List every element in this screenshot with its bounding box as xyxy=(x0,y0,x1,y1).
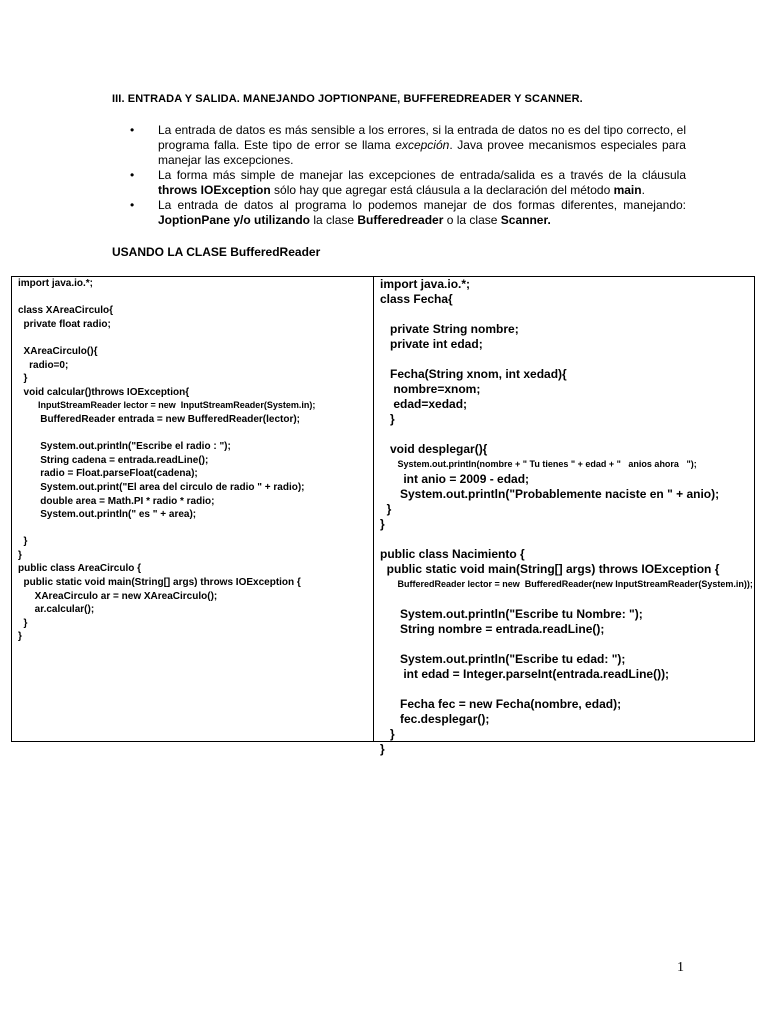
bullet-item xyxy=(130,123,686,168)
code-line: public static void main(String[] args) throws IOException { xyxy=(18,577,301,589)
bullet-text: . Java provee mecanismos especiales para manejar las excepciones. xyxy=(158,138,686,167)
code-line: } xyxy=(380,742,385,756)
code-line: import java.io.*; xyxy=(380,277,471,291)
code-line: System.out.println("Escribe tu Nombre: "); xyxy=(380,607,643,621)
code-line: } xyxy=(380,727,395,741)
code-line: class Fecha{ xyxy=(380,292,453,306)
code-line: BufferedReader entrada = new BufferedReader(lector); xyxy=(18,413,301,425)
code-line: public class AreaCirculo { xyxy=(18,563,142,575)
code-line: String cadena = entrada.readLine(); xyxy=(18,454,209,466)
bullet-strong: throws IOException xyxy=(158,183,271,197)
code-line: edad=xedad; xyxy=(380,397,468,411)
bullet-text: sólo hay que agregar está cláusula a la declaración del método xyxy=(270,183,614,197)
bullet-text: La entrada de datos es más sensible a los errores, si la entrada de datos no es del tipo correcto, el programa falla. Este tipo de error se llama xyxy=(158,123,686,152)
code-line: Fecha fec = new Fecha(nombre, edad); xyxy=(380,697,622,711)
code-line xyxy=(380,592,752,607)
code-line xyxy=(380,637,752,652)
code-line: } xyxy=(18,617,28,629)
code-line: BufferedReader lector = new BufferedReader(new InputStreamReader(System.in)); xyxy=(380,579,753,589)
code-line: private String nombre; xyxy=(380,322,519,336)
bullet-dot-icon: • xyxy=(130,168,135,182)
code-line xyxy=(380,427,752,442)
code-line: int edad = Integer.parseInt(entrada.readLine()); xyxy=(380,667,670,681)
code-line: public class Nacimiento { xyxy=(380,547,525,561)
code-line: nombre=xnom; xyxy=(380,382,481,396)
code-table xyxy=(11,276,755,756)
code-line: } xyxy=(380,412,395,426)
code-line: Fecha(String xnom, int xedad){ xyxy=(380,367,567,381)
bullet-list xyxy=(130,123,686,228)
section-heading: III. ENTRADA Y SALIDA. MANEJANDO JOPTIONPANE, BUFFEREDREADER Y SCANNER. xyxy=(112,93,583,105)
code-line xyxy=(18,291,368,305)
code-line: int anio = 2009 - edad; xyxy=(380,472,530,486)
bullet-text: o la clase xyxy=(443,213,501,227)
bullet-text: La forma más simple de manejar las excepciones de entrada/salida es a través de la cláusula xyxy=(158,168,686,182)
code-line xyxy=(380,307,752,322)
code-line xyxy=(380,352,752,367)
bullet-item xyxy=(130,198,686,228)
bullet-text: La entrada de datos al programa lo podemos manejar de dos formas diferentes, manejando: xyxy=(158,198,686,212)
bullet-item xyxy=(130,168,686,198)
code-line: System.out.println(nombre + " Tu tienes " + edad + " anios ahora "); xyxy=(380,459,697,469)
code-column-right xyxy=(380,277,752,757)
code-line xyxy=(380,682,752,697)
code-line: System.out.println(" es " + area); xyxy=(18,509,197,521)
bullet-strong: JoptionPane y/o utilizando xyxy=(158,213,311,227)
code-line: } xyxy=(380,517,385,531)
code-line: void calcular()throws IOException{ xyxy=(18,386,190,398)
code-line: private int edad; xyxy=(380,337,483,351)
column-divider xyxy=(373,277,374,741)
code-line: ar.calcular(); xyxy=(18,604,95,616)
code-line: import java.io.*; xyxy=(18,278,94,289)
code-line: XAreaCirculo(){ xyxy=(18,345,98,357)
bullet-dot-icon: • xyxy=(130,123,135,137)
bullet-strong: main xyxy=(613,183,642,197)
code-line: fec.desplegar(); xyxy=(380,712,490,726)
code-line: double area = Math.PI * radio * radio; xyxy=(18,495,215,507)
code-line xyxy=(18,522,368,536)
code-line: radio = Float.parseFloat(cadena); xyxy=(18,468,198,480)
code-line xyxy=(18,427,368,441)
page-number: 1 xyxy=(677,960,684,975)
code-line xyxy=(380,532,752,547)
code-line: } xyxy=(18,536,28,548)
code-line: System.out.println("Escribe tu edad: "); xyxy=(380,652,626,666)
bullet-strong: Scanner. xyxy=(500,213,551,227)
code-line: System.out.println("Probablemente naciste en " + anio); xyxy=(380,487,720,501)
code-line: System.out.print("El area del circulo de radio " + radio); xyxy=(18,481,305,493)
bullet-text: . xyxy=(641,183,645,197)
bullet-emphasis: excepción xyxy=(395,138,450,152)
subsection-heading: USANDO LA CLASE BufferedReader xyxy=(112,245,321,259)
code-line: } xyxy=(380,502,392,516)
code-line: XAreaCirculo ar = new XAreaCirculo(); xyxy=(18,590,218,602)
code-line: } xyxy=(18,373,28,385)
code-line: class XAreaCirculo{ xyxy=(18,305,114,317)
code-line: InputStreamReader lector = new InputStreamReader(System.in); xyxy=(18,400,316,411)
bullet-dot-icon: • xyxy=(130,198,135,212)
code-column-left xyxy=(18,277,368,644)
code-line xyxy=(18,331,368,345)
code-line: void desplegar(){ xyxy=(380,442,488,456)
code-line: private float radio; xyxy=(18,318,111,330)
bullet-text: la clase xyxy=(310,213,358,227)
code-line: System.out.println("Escribe el radio : "); xyxy=(18,441,231,453)
bullet-strong: Bufferedreader xyxy=(357,213,444,227)
code-line: String nombre = entrada.readLine(); xyxy=(380,622,605,636)
code-line: } xyxy=(18,549,22,561)
code-line: public static void main(String[] args) throws IOException { xyxy=(380,562,720,576)
code-line: } xyxy=(18,631,22,643)
code-line: radio=0; xyxy=(18,359,69,371)
